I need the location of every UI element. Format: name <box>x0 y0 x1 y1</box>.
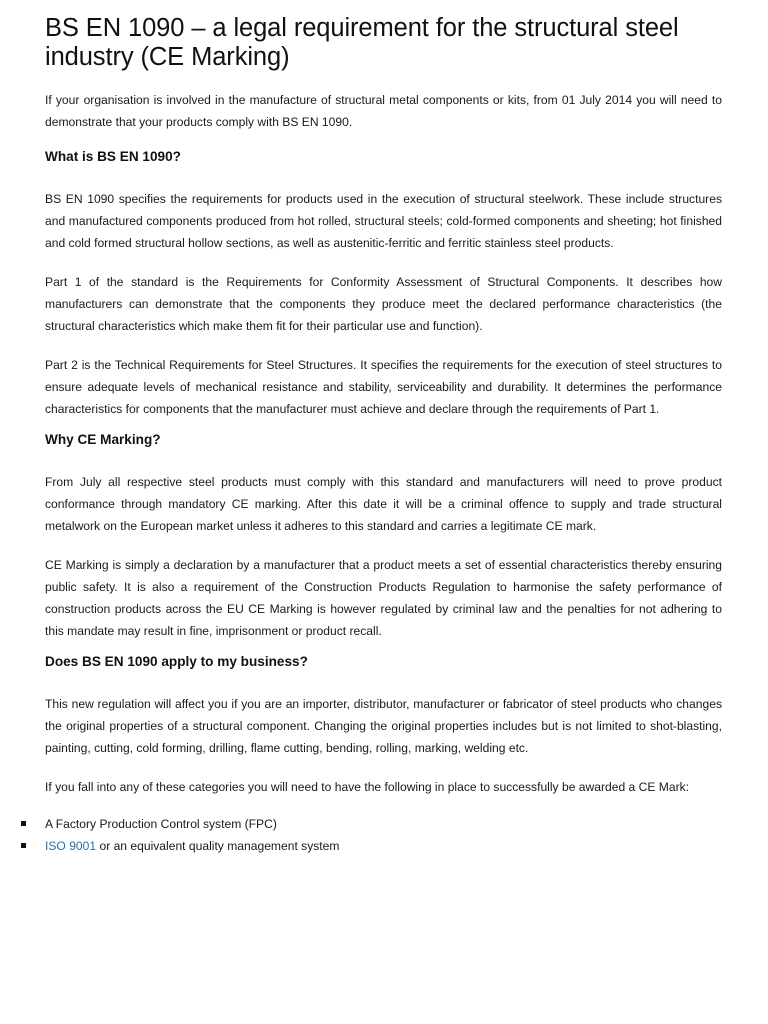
list-item-text: A Factory Production Control system (FPC) <box>45 817 277 831</box>
paragraph: Part 1 of the standard is the Requirements for Conformity Assessment of Structural Components. It describes how manufacturers can demonstrate that the components they produce meet the declared performance characteristics (the structural characteristics which make them fit for their particular use and function). <box>45 275 722 333</box>
requirements-list <box>45 813 722 857</box>
section-heading-does-apply: Does BS EN 1090 apply to my business? <box>45 654 308 669</box>
list-item-text: or an equivalent quality management system <box>96 839 340 853</box>
paragraph: Part 2 is the Technical Requirements for Steel Structures. It specifies the requirements for the execution of steel structures to ensure adequate levels of mechanical resistance and stability, serviceability and durability. It determines the performance characteristics for components that the manufacturer must achieve and declare through the requirements of Part 1. <box>45 358 722 416</box>
section-heading-why-ce: Why CE Marking? <box>45 432 161 447</box>
page-title: BS EN 1090 – a legal requirement for the structural steel industry (CE Marking) <box>45 14 679 71</box>
paragraph: CE Marking is simply a declaration by a manufacturer that a product meets a set of essential characteristics thereby ensuring public safety. It is also a requirement of the Construction Products Regulation to harmonise the safety performance of construction products across the EU CE Marking is however regulated by criminal law and the penalties for not adhering to this mandate may result in fine, imprisonment or product recall. <box>45 558 722 638</box>
intro-paragraph: If your organisation is involved in the manufacture of structural metal components or kits, from 01 July 2014 you will need to demonstrate that your products comply with BS EN 1090. <box>45 93 722 129</box>
list-item <box>45 835 722 857</box>
paragraph: From July all respective steel products must comply with this standard and manufacturers will need to prove product conformance through mandatory CE marking. After this date it will be a criminal offence to supply and trade structural metalwork on the European market unless it adheres to this standard and carries a legitimate CE mark. <box>45 475 722 533</box>
document-page <box>45 14 722 857</box>
bullet-icon <box>21 843 26 848</box>
section-heading-what-is: What is BS EN 1090? <box>45 149 181 164</box>
list-item <box>45 813 722 835</box>
paragraph: If you fall into any of these categories you will need to have the following in place to successfully be awarded a CE Mark: <box>45 780 690 794</box>
paragraph: BS EN 1090 specifies the requirements for products used in the execution of structural steelwork. These include structures and manufactured components produced from hot rolled, structural steels; cold-formed components and sheeting; hot finished and cold formed structural hollow sections, as well as austenitic-ferritic and ferritic stainless steel products. <box>45 192 722 250</box>
paragraph: This new regulation will affect you if you are an importer, distributor, manufacturer or fabricator of steel products who changes the original properties of a structural component. Changing the original properties includes but is not limited to shot-blasting, painting, cutting, cold forming, drilling, flame cutting, bending, rolling, marking, welding etc. <box>45 697 722 755</box>
iso-9001-link[interactable]: ISO 9001 <box>45 839 97 853</box>
bullet-icon <box>21 821 26 826</box>
